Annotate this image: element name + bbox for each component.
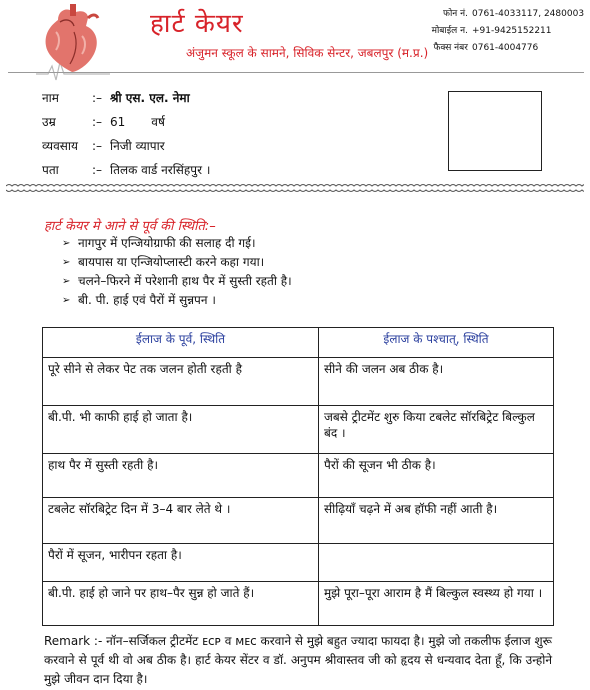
after-cell: सीने की जलन अब ठीक है। [319, 358, 554, 406]
fax-row [400, 40, 584, 57]
arrow-bullet-icon: ➢ [62, 276, 71, 287]
remark-label: Remark :- [44, 634, 103, 648]
occupation-value: निजी व्यापार [110, 139, 165, 153]
before-cell: हाथ पैर में सुस्ती रहती है। [43, 454, 319, 498]
phone-row [400, 6, 584, 23]
before-column-header: ईलाज के पूर्व, स्थिति [43, 328, 319, 358]
mobile-label: मोबाईल न. [431, 26, 468, 36]
phone-value: 0761-4033117, 2480003 [472, 9, 585, 19]
address-separator: :– [92, 163, 103, 177]
before-cell: पैरों में सूजन, भारीपन रहता है। [43, 544, 319, 582]
clinic-title: हार्ट केयर [150, 9, 244, 39]
address-label: पता [42, 163, 59, 177]
name-separator: :– [92, 91, 103, 105]
arrow-bullet-icon: ➢ [62, 295, 71, 306]
before-heading: हार्ट केयर मे आने से पूर्व की स्थिति:– [44, 219, 216, 234]
after-cell: जबसे ट्रीटमेंट शुरु किया टबलेट सॉरबिट्रेट बिल्कुल बंद । [319, 406, 554, 454]
arrow-bullet-icon: ➢ [62, 238, 71, 249]
table-header-row [43, 328, 554, 358]
contact-block [400, 6, 584, 57]
age-value: 61 [110, 115, 126, 129]
after-cell: सीढ़ियाँ चढ़ने में अब हॉफी नहीं आती है। [319, 498, 554, 544]
mobile-value: +91-9425152211 [472, 26, 552, 36]
occupation-row [42, 134, 210, 158]
after-cell: मुझे पूरा–पूरा आराम है मैं बिल्कुल स्वस्थ्य हो गया । [319, 582, 554, 626]
age-label: उम्र [42, 115, 56, 129]
name-label: नाम [42, 91, 59, 105]
fax-value: 0761-4004776 [472, 43, 539, 53]
name-row [42, 86, 210, 110]
before-cell: बी.पी. भी काफी हाई हो जाता है। [43, 406, 319, 454]
patient-info [42, 86, 210, 182]
fax-label: फैक्स नंबर [433, 43, 468, 53]
list-item [62, 234, 292, 253]
photo-placeholder [448, 91, 542, 171]
before-list [62, 234, 292, 310]
table-row [43, 582, 554, 626]
before-cell: बी.पी. हाई हो जाने पर हाथ–पैर सुन्न हो जाते हैं। [43, 582, 319, 626]
arrow-bullet-icon: ➢ [62, 257, 71, 268]
list-item [62, 253, 292, 272]
before-cell: पूरे सीने से लेकर पेट तक जलन होती रहती है [43, 358, 319, 406]
after-cell [319, 544, 554, 582]
before-cell: टबलेट सॉरबिट्रेट दिन में 3–4 बार लेते थे । [43, 498, 319, 544]
mobile-row [400, 23, 584, 40]
name-value: श्री एस. एल. नेमा [110, 91, 190, 105]
comparison-table [42, 327, 554, 626]
after-cell: पैरों की सूजन भी ठीक है। [319, 454, 554, 498]
table-row [43, 454, 554, 498]
table-row [43, 406, 554, 454]
list-item-text: बायपास या एन्जियोप्लास्टी करने कहा गया। [78, 255, 265, 269]
table-row [43, 544, 554, 582]
list-item-text: बी. पी. हाई एवं पैरों में सुन्नपन । [78, 293, 216, 307]
address-value: तिलक वार्ड नरसिंहपुर । [110, 163, 211, 177]
list-item [62, 272, 292, 291]
remark-text: नॉन–सर्जिकल ट्रीटमेंट ᴇᴄᴘ व ᴍᴇᴄ करवाने से मुझे बहुत ज्यादा फायदा है। मुझे जो तकलीफ ईलाज शुरू करवाने से पूर्व थी वो अब ठीक है। हार्ट केयर सेंटर व डॉ. अनुपम श्रीवास्तव जी को हृदय से धन्यवाद देता हूँ, कि उन्होने मुझे जीवन दान दिया है। [44, 634, 553, 686]
list-item-text: नागपुर में एन्जियोग्राफी की सलाह दी गई। [78, 236, 256, 250]
clinic-address: अंजुमन स्कूल के सामने, सिविक सेन्टर, जबलपुर (म.प्र.) [186, 46, 429, 60]
list-item [62, 291, 292, 310]
table-row [43, 358, 554, 406]
after-column-header: ईलाज के पश्चात्, स्थिति [319, 328, 554, 358]
phone-label: फोन नं. [443, 9, 468, 19]
table-row [43, 498, 554, 544]
age-unit: वर्ष [151, 115, 165, 129]
header-divider [8, 72, 584, 73]
occupation-label: व्यवसाय [42, 139, 78, 153]
occupation-separator: :– [92, 139, 103, 153]
age-separator: :– [92, 115, 103, 129]
remark-paragraph [44, 632, 552, 689]
address-row [42, 158, 210, 182]
list-item-text: चलने–फिरने में परेशानी हाथ पैर में सुस्ती रहती है। [78, 274, 292, 288]
wave-divider [6, 183, 584, 193]
age-row [42, 110, 210, 134]
